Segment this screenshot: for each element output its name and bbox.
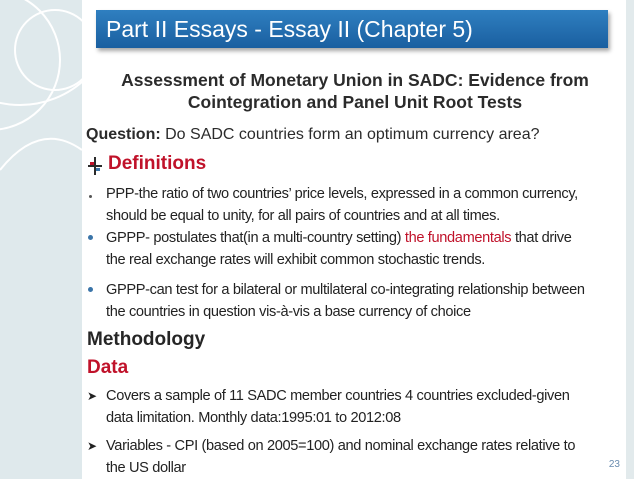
definition-item-ppp bbox=[106, 183, 616, 227]
definition-text: GPPP- postulates that(in a multi-country setting) bbox=[106, 230, 402, 246]
methodology-heading: Methodology bbox=[87, 329, 206, 350]
data-line: the US dollar bbox=[106, 460, 186, 476]
definition-line: the countries in question vis-à-vis a base currency of choice bbox=[106, 304, 471, 320]
data-line: data limitation. Monthly data:1995:01 to 2012:08 bbox=[106, 410, 401, 426]
definition-line bbox=[106, 227, 616, 249]
slide-subtitle bbox=[100, 69, 610, 113]
question-text: Do SADC countries form an optimum currency area? bbox=[165, 126, 540, 143]
definition-line: should be equal to unity, for all pairs of countries and at all times. bbox=[106, 208, 500, 224]
question-line bbox=[86, 124, 626, 146]
data-heading: Data bbox=[87, 357, 129, 378]
slide-title: Part II Essays - Essay II (Chapter 5) bbox=[96, 10, 608, 48]
question-label: Question: bbox=[86, 126, 161, 143]
definition-line: the real exchange rates will exhibit common stochastic trends. bbox=[106, 252, 486, 268]
bullet-dot-icon bbox=[88, 235, 93, 240]
definitions-bullet-icon bbox=[88, 157, 102, 175]
page-number: 23 bbox=[608, 459, 620, 470]
arrow-bullet-icon: ➤ bbox=[87, 439, 98, 453]
definition-text: that drive bbox=[514, 230, 572, 246]
subtitle-line-2: Cointegration and Panel Unit Root Tests bbox=[187, 92, 523, 112]
bullet-dot-icon bbox=[88, 287, 93, 292]
definition-item-gppp-test bbox=[106, 279, 616, 323]
subtitle-line-1: Assessment of Monetary Union in SADC: Evidence from bbox=[121, 70, 589, 90]
data-item-variables bbox=[106, 435, 616, 479]
definitions-heading: Definitions bbox=[108, 153, 207, 174]
data-line: Covers a sample of 11 SADC member countries 4 countries excluded-given bbox=[106, 388, 570, 404]
bullet-dot-icon bbox=[89, 195, 92, 198]
definition-line: PPP-the ratio of two countries’ price levels, expressed in a common currency, bbox=[106, 186, 578, 202]
arrow-bullet-icon: ➤ bbox=[87, 389, 98, 403]
data-item-sample bbox=[106, 385, 616, 429]
highlight-text: the fundamentals bbox=[404, 230, 512, 246]
definition-line: GPPP-can test for a bilateral or multilateral co-integrating relationship between bbox=[106, 282, 585, 298]
definition-item-gppp bbox=[106, 227, 616, 271]
data-line: Variables - CPI (based on 2005=100) and nominal exchange rates relative to bbox=[106, 438, 576, 454]
